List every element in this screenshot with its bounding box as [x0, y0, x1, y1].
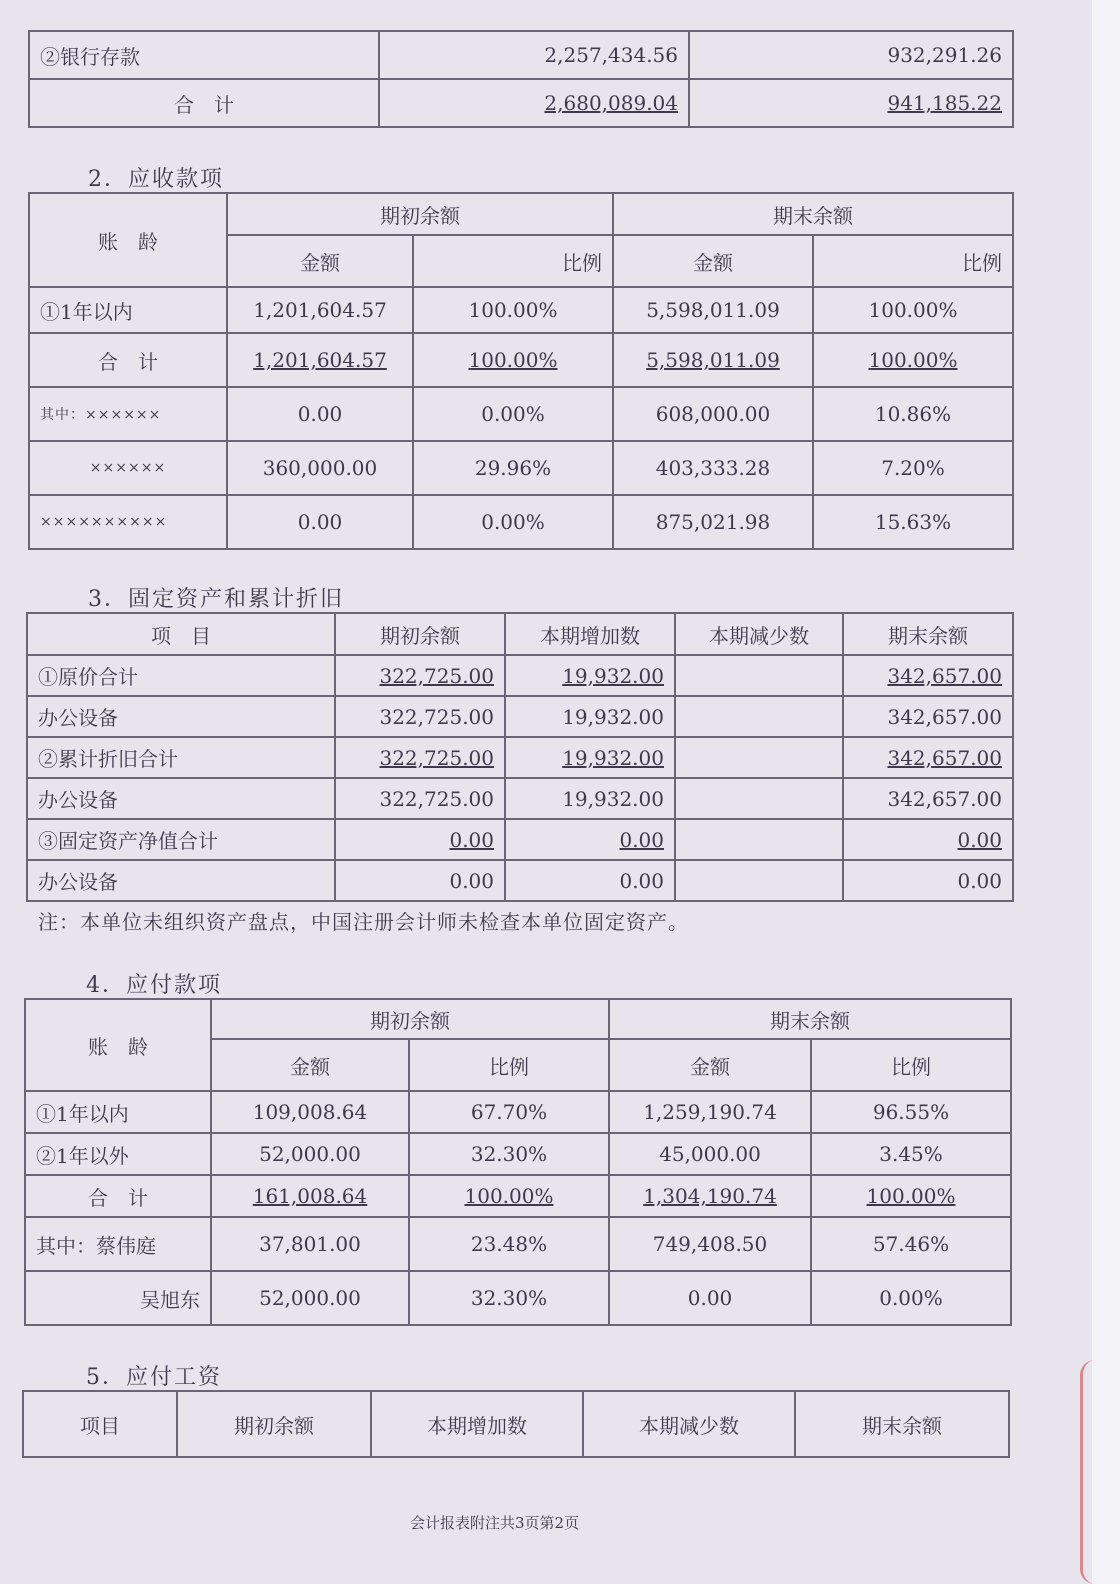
increase-header: 本期增加数	[371, 1391, 583, 1457]
cell-value: 7.20%	[813, 441, 1013, 495]
cell-value: 32.30%	[409, 1271, 609, 1325]
row-label: ①1年以内	[29, 287, 227, 333]
table-row	[29, 333, 1013, 387]
cash-row-label: ②银行存款	[29, 31, 379, 79]
row-label: ②累计折旧合计	[27, 737, 335, 778]
cell-value: 0.00%	[413, 387, 613, 441]
cash-end-value: 932,291.26	[689, 31, 1013, 79]
begin-header: 期初余额	[177, 1391, 371, 1457]
cell-value: 322,725.00	[335, 778, 505, 819]
table-row	[29, 441, 1013, 495]
cell-value: 0.00	[227, 495, 413, 549]
cell-value: 100.00%	[813, 287, 1013, 333]
row-label: 办公设备	[27, 696, 335, 737]
row-label: ③固定资产净值合计	[27, 819, 335, 860]
cell-value: 342,657.00	[843, 655, 1013, 696]
red-seal-stamp	[1080, 1360, 1095, 1584]
cell-value: 100.00%	[409, 1175, 609, 1217]
cell-value: 19,932.00	[505, 696, 675, 737]
row-label: 办公设备	[27, 778, 335, 819]
cell-value	[675, 819, 843, 860]
table-row	[25, 1091, 1011, 1133]
row-label: 合 计	[25, 1175, 211, 1217]
cell-value: 37,801.00	[211, 1217, 409, 1271]
cell-value: 322,725.00	[335, 655, 505, 696]
cell-value: 52,000.00	[211, 1133, 409, 1175]
cell-value: 0.00	[505, 860, 675, 901]
wages-heading: 5．应付工资	[86, 1365, 222, 1390]
cell-value	[675, 737, 843, 778]
cell-value: 608,000.00	[613, 387, 813, 441]
cell-value: 360,000.00	[227, 441, 413, 495]
cell-value: 0.00	[335, 860, 505, 901]
table-header-row	[29, 193, 1013, 235]
ratio-header: 比例	[413, 235, 613, 287]
end-header: 期末余额	[795, 1391, 1009, 1457]
payables-heading: 4．应付款项	[86, 973, 222, 998]
table-row	[29, 387, 1013, 441]
cell-value: 0.00	[335, 819, 505, 860]
table-row	[27, 860, 1013, 901]
decrease-header: 本期减少数	[583, 1391, 795, 1457]
cell-value: 342,657.00	[843, 696, 1013, 737]
amount-header: 金额	[227, 235, 413, 287]
table-row	[27, 778, 1013, 819]
cell-value: 0.00	[843, 860, 1013, 901]
row-label: ①1年以内	[25, 1091, 211, 1133]
row-label: ××××××	[29, 441, 227, 495]
table-row	[27, 737, 1013, 778]
item-header: 项 目	[27, 613, 335, 655]
row-label: 其中：××××××	[29, 387, 227, 441]
cell-value: 403,333.28	[613, 441, 813, 495]
cell-value: 32.30%	[409, 1133, 609, 1175]
cell-value: 96.55%	[811, 1091, 1011, 1133]
cell-value: 5,598,011.09	[613, 287, 813, 333]
cell-value: 23.48%	[409, 1217, 609, 1271]
cell-value: 1,259,190.74	[609, 1091, 811, 1133]
wages-table	[22, 1390, 1010, 1458]
cash-total-begin: 2,680,089.04	[379, 79, 689, 127]
cell-value: 0.00	[609, 1271, 811, 1325]
end-balance-header: 期末余额	[613, 193, 1013, 235]
cash-total-label: 合 计	[29, 79, 379, 127]
cell-value	[675, 778, 843, 819]
page-edge	[1092, 0, 1120, 1584]
row-label: 办公设备	[27, 860, 335, 901]
row-label: ②1年以外	[25, 1133, 211, 1175]
ratio-header: 比例	[813, 235, 1013, 287]
begin-balance-header: 期初余额	[211, 999, 609, 1039]
table-row	[25, 1175, 1011, 1217]
table-row	[29, 31, 1013, 79]
fixed-assets-table	[26, 612, 1014, 902]
age-header: 账 龄	[29, 193, 227, 287]
table-header-row	[23, 1391, 1009, 1457]
cell-value: 15.63%	[813, 495, 1013, 549]
payables-table	[24, 998, 1012, 1326]
cash-total-end: 941,185.22	[689, 79, 1013, 127]
cell-value	[675, 655, 843, 696]
receivables-heading: 2．应收款项	[88, 167, 224, 192]
begin-balance-header: 期初余额	[227, 193, 613, 235]
table-row	[27, 655, 1013, 696]
cell-value: 0.00	[505, 819, 675, 860]
cell-value: 100.00%	[413, 287, 613, 333]
row-label: ①原价合计	[27, 655, 335, 696]
table-row	[25, 1217, 1011, 1271]
cell-value: 67.70%	[409, 1091, 609, 1133]
cell-value: 1,201,604.57	[227, 287, 413, 333]
cell-value: 322,725.00	[335, 696, 505, 737]
cell-value: 342,657.00	[843, 778, 1013, 819]
cell-value: 10.86%	[813, 387, 1013, 441]
cell-value: 52,000.00	[211, 1271, 409, 1325]
fixed-assets-note: 注：本单位未组织资产盘点，中国注册会计师未检查本单位固定资产。	[38, 910, 689, 934]
table-row	[25, 1133, 1011, 1175]
begin-header: 期初余额	[335, 613, 505, 655]
cell-value: 19,932.00	[505, 737, 675, 778]
cell-value: 161,008.64	[211, 1175, 409, 1217]
cell-value: 100.00%	[413, 333, 613, 387]
cell-value: 19,932.00	[505, 655, 675, 696]
cell-value: 0.00	[843, 819, 1013, 860]
ratio-header: 比例	[811, 1039, 1011, 1091]
row-label: 合 计	[29, 333, 227, 387]
cell-value: 875,021.98	[613, 495, 813, 549]
table-row	[27, 819, 1013, 860]
page-footer: 会计报表附注共3页第2页	[410, 1514, 580, 1532]
cell-value: 3.45%	[811, 1133, 1011, 1175]
cell-value: 109,008.64	[211, 1091, 409, 1133]
row-label: 吴旭东	[25, 1271, 211, 1325]
cell-value: 749,408.50	[609, 1217, 811, 1271]
amount-header: 金额	[613, 235, 813, 287]
cash-begin-value: 2,257,434.56	[379, 31, 689, 79]
cell-value: 100.00%	[813, 333, 1013, 387]
table-row	[29, 495, 1013, 549]
receivables-table	[28, 192, 1014, 550]
ratio-header: 比例	[409, 1039, 609, 1091]
table-row	[25, 1271, 1011, 1325]
increase-header: 本期增加数	[505, 613, 675, 655]
table-row	[29, 79, 1013, 127]
cell-value: 100.00%	[811, 1175, 1011, 1217]
cell-value: 19,932.00	[505, 778, 675, 819]
cell-value: 0.00	[227, 387, 413, 441]
end-header: 期末余额	[843, 613, 1013, 655]
cell-value: 322,725.00	[335, 737, 505, 778]
cell-value: 45,000.00	[609, 1133, 811, 1175]
cell-value: 1,201,604.57	[227, 333, 413, 387]
table-row	[27, 696, 1013, 737]
age-header: 账 龄	[25, 999, 211, 1091]
item-header: 项目	[23, 1391, 177, 1457]
cell-value: 0.00%	[413, 495, 613, 549]
cell-value: 5,598,011.09	[613, 333, 813, 387]
amount-header: 金额	[609, 1039, 811, 1091]
row-label: 其中：蔡伟庭	[25, 1217, 211, 1271]
amount-header: 金额	[211, 1039, 409, 1091]
table-header-row	[25, 999, 1011, 1039]
decrease-header: 本期减少数	[675, 613, 843, 655]
cell-value: 0.00%	[811, 1271, 1011, 1325]
end-balance-header: 期末余额	[609, 999, 1011, 1039]
cell-value: 1,304,190.74	[609, 1175, 811, 1217]
cash-table	[28, 30, 1014, 128]
table-row	[29, 287, 1013, 333]
cell-value	[675, 860, 843, 901]
cell-value: 29.96%	[413, 441, 613, 495]
fixed-assets-heading: 3．固定资产和累计折旧	[88, 587, 344, 612]
cell-value	[675, 696, 843, 737]
row-label: ××××××××××	[29, 495, 227, 549]
table-header-row	[27, 613, 1013, 655]
cell-value: 57.46%	[811, 1217, 1011, 1271]
cell-value: 342,657.00	[843, 737, 1013, 778]
